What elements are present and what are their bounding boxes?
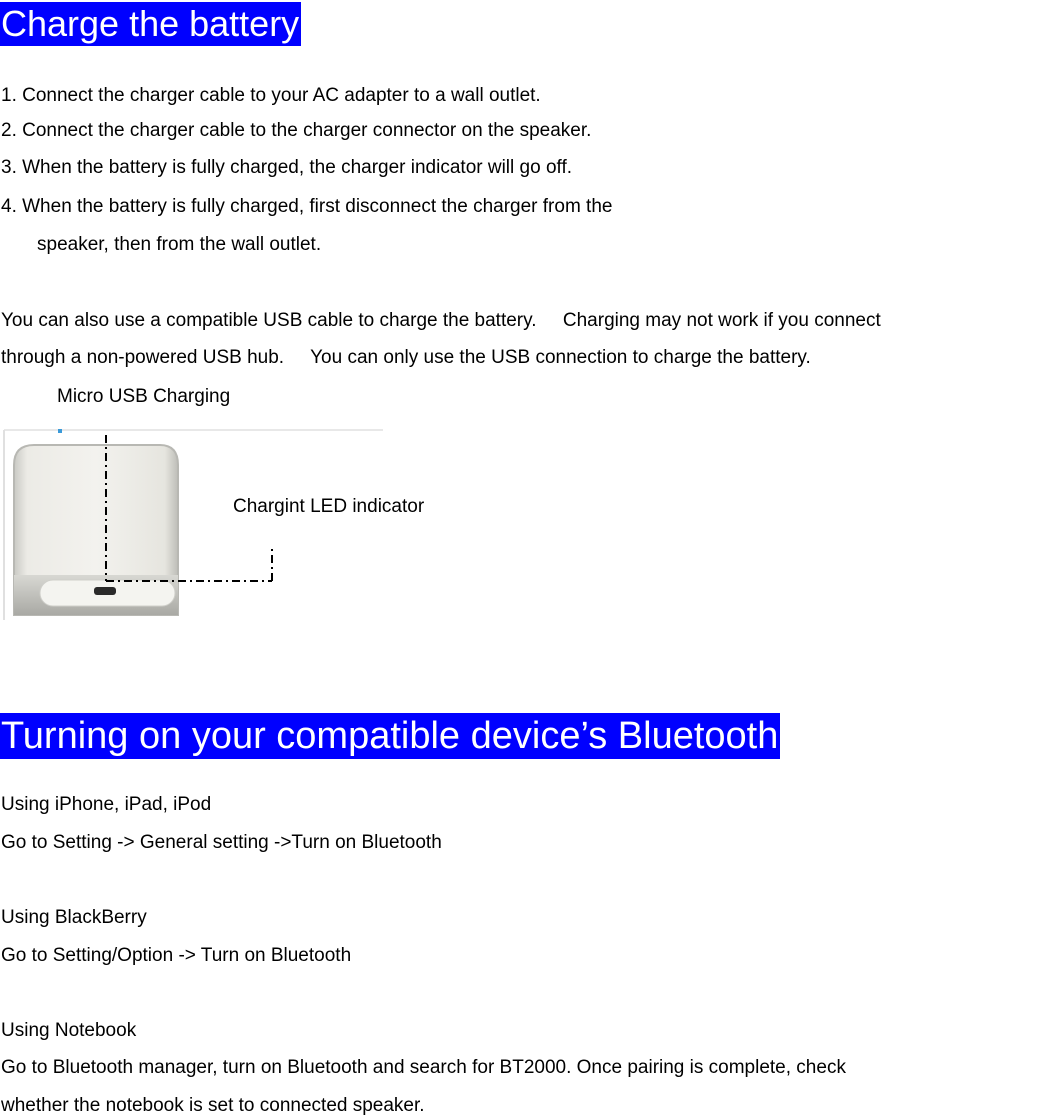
device-blackberry: Using BlackBerry: [1, 907, 147, 928]
step-2: 2. Connect the charger cable to the charger connector on the speaker.: [1, 120, 592, 141]
micro-usb-port-icon: [94, 587, 116, 595]
step-4-continued: speaker, then from the wall outlet.: [37, 234, 322, 255]
instruction-blackberry: Go to Setting/Option -> Turn on Bluetooth: [1, 945, 352, 966]
micro-usb-label: Micro USB Charging: [57, 386, 231, 407]
instruction-notebook: Go to Bluetooth manager, turn on Bluetooth and search for BT2000. Once pairing is complete, check: [1, 1057, 846, 1078]
device-iphone: Using iPhone, iPad, iPod: [1, 794, 212, 815]
device-notebook: Using Notebook: [1, 1020, 137, 1041]
usb-paragraph-line-2: through a non-powered USB hub. You can only use the USB connection to charge the battery.: [1, 347, 811, 368]
usb-paragraph-line-1: You can also use a compatible USB cable to charge the battery. Charging may not work if you connect: [1, 310, 881, 331]
speaker-image: [14, 445, 178, 615]
led-indicator-label: Chargint LED indicator: [233, 496, 425, 517]
section-heading-charge: Charge the battery: [1, 3, 300, 44]
instruction-iphone: Go to Setting -> General setting ->Turn on Bluetooth: [1, 832, 442, 853]
instruction-notebook-continued: whether the notebook is set to connected speaker.: [1, 1095, 425, 1116]
step-1: 1. Connect the charger cable to your AC adapter to a wall outlet.: [1, 85, 541, 106]
speaker-charging-diagram: [0, 425, 470, 625]
section-heading-bluetooth: Turning on your compatible device’s Bluetooth: [1, 715, 779, 757]
step-4: 4. When the battery is fully charged, first disconnect the charger from the: [1, 196, 613, 217]
step-3: 3. When the battery is fully charged, the charger indicator will go off.: [1, 157, 573, 178]
